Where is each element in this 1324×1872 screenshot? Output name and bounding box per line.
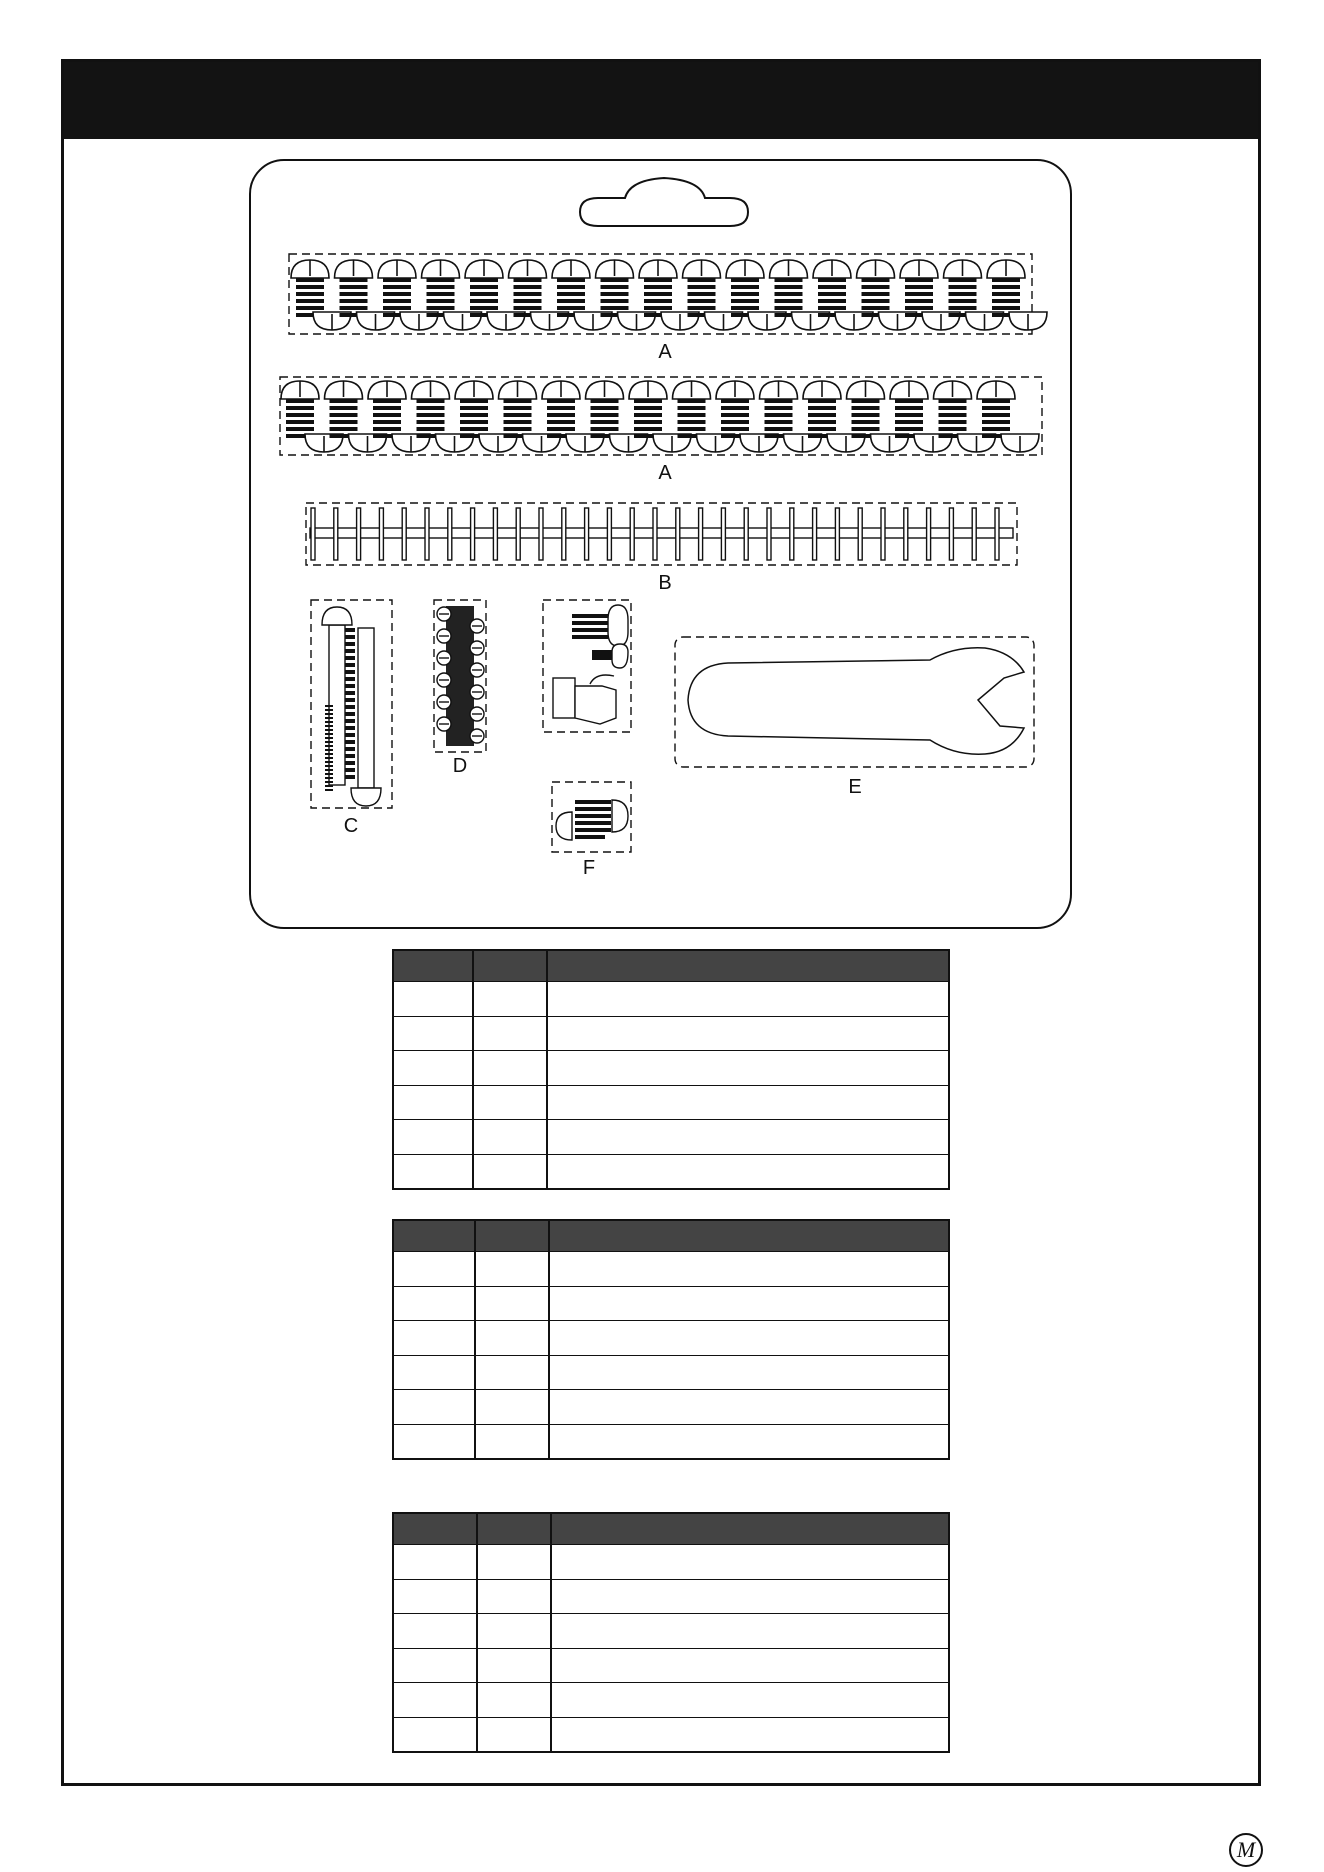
clip [630, 508, 634, 560]
clip [539, 508, 543, 560]
clip [767, 508, 771, 560]
table-cell [549, 1355, 949, 1390]
thread [345, 642, 355, 646]
thread [345, 705, 355, 709]
table-cell [393, 1051, 473, 1086]
clip [881, 508, 885, 560]
table-cell [393, 1016, 473, 1051]
table-row [393, 1683, 949, 1718]
monogram-logo-icon: M [1229, 1833, 1263, 1867]
part-f-label: F [582, 857, 596, 879]
table-cell [475, 1424, 549, 1459]
table-cell [549, 1424, 949, 1459]
table-cell [477, 1545, 551, 1580]
table-cell [393, 1085, 473, 1120]
part-a-label-2: A [658, 462, 672, 484]
screw-head [470, 707, 484, 721]
table-cell [477, 1717, 551, 1752]
part-b-label: B [658, 572, 672, 594]
thread [325, 729, 333, 731]
thread [325, 713, 333, 715]
thread [345, 740, 355, 744]
clip [813, 508, 817, 560]
clip [721, 508, 725, 560]
part-d-label: D [452, 755, 468, 777]
table-row [393, 1252, 949, 1287]
screw-head [437, 651, 451, 665]
table-row [393, 1286, 949, 1321]
screw-head [437, 607, 451, 621]
screw-top [281, 381, 319, 438]
screw-top [760, 381, 798, 438]
table-cell [473, 982, 547, 1017]
clip [562, 508, 566, 560]
table-row [393, 1321, 949, 1356]
table-cell [475, 1252, 549, 1287]
thread [345, 628, 355, 632]
table-row [393, 1614, 949, 1649]
table-cell [475, 1286, 549, 1321]
table-cell [393, 1154, 473, 1189]
parts-table-3 [392, 1512, 950, 1753]
screw-top [890, 381, 928, 438]
screw-head [470, 729, 484, 743]
clip [904, 508, 908, 560]
thread [325, 737, 333, 739]
table-cell [547, 1154, 949, 1189]
table-row [393, 1424, 949, 1459]
thread [325, 741, 333, 743]
thread [345, 691, 355, 695]
table-row [393, 1545, 949, 1580]
screw-top [770, 260, 808, 317]
table-cell [473, 1051, 547, 1086]
clip [699, 508, 703, 560]
thread [345, 754, 355, 758]
thread [325, 749, 333, 751]
table-cell [547, 1085, 949, 1120]
clip [334, 508, 338, 560]
table-cell [393, 1390, 475, 1425]
screw-top [378, 260, 416, 317]
table-row [393, 1579, 949, 1614]
screw-head [437, 695, 451, 709]
screw-top [412, 381, 450, 438]
table-cell [547, 1120, 949, 1155]
screw-top [900, 260, 938, 317]
table-cell [393, 1424, 475, 1459]
clip [927, 508, 931, 560]
screw-top [509, 260, 547, 317]
thread [325, 733, 333, 735]
clip [835, 508, 839, 560]
clip [949, 508, 953, 560]
screw-top [934, 381, 972, 438]
thread [345, 726, 355, 730]
thread [345, 663, 355, 667]
table-cell [393, 1252, 475, 1287]
table-row [393, 1355, 949, 1390]
clip [311, 508, 315, 560]
table-cell [473, 1154, 547, 1189]
clip [402, 508, 406, 560]
table-cell [475, 1390, 549, 1425]
clip [379, 508, 383, 560]
clip [585, 508, 589, 560]
table-cell [547, 982, 949, 1017]
table-row [393, 1717, 949, 1752]
table-cell [551, 1545, 949, 1580]
table-cell [549, 1321, 949, 1356]
screw-top [987, 260, 1025, 317]
thread [325, 717, 333, 719]
table-cell [393, 1648, 477, 1683]
table-cell [551, 1579, 949, 1614]
thread [345, 761, 355, 765]
table-cell [477, 1648, 551, 1683]
thread [325, 773, 333, 775]
parts-table-1 [392, 949, 950, 1190]
screw-top [813, 260, 851, 317]
screw-bottom [1001, 434, 1039, 452]
clip [516, 508, 520, 560]
clip [790, 508, 794, 560]
thread [325, 785, 333, 787]
thread [325, 769, 333, 771]
screw-top [683, 260, 721, 317]
thread [325, 777, 333, 779]
table-row [393, 1051, 949, 1086]
table-cell [549, 1390, 949, 1425]
clip [995, 508, 999, 560]
screw-top [499, 381, 537, 438]
thread [345, 747, 355, 751]
table-row [393, 1390, 949, 1425]
table-cell [477, 1683, 551, 1718]
clip [471, 508, 475, 560]
table-cell [475, 1321, 549, 1356]
clip [744, 508, 748, 560]
screw-head [470, 685, 484, 699]
screw-top [291, 260, 329, 317]
table-cell [393, 1614, 477, 1649]
thread [345, 775, 355, 779]
table-cell [473, 1085, 547, 1120]
thread [325, 765, 333, 767]
table-cell [393, 1286, 475, 1321]
screw-top [368, 381, 406, 438]
screw-bottom [1009, 312, 1047, 330]
part-a-label: A [658, 341, 672, 363]
thread [345, 656, 355, 660]
table-cell [547, 1016, 949, 1051]
screw-top [335, 260, 373, 317]
screw-top [465, 260, 503, 317]
table-cell [393, 982, 473, 1017]
table-cell [551, 1717, 949, 1752]
screw-head [470, 619, 484, 633]
table-row [393, 1016, 949, 1051]
table-row [393, 1648, 949, 1683]
screw-top [944, 260, 982, 317]
table-cell [393, 1545, 477, 1580]
table-cell [393, 1683, 477, 1718]
clip [357, 508, 361, 560]
thread [345, 733, 355, 737]
thread [345, 670, 355, 674]
table-cell [477, 1614, 551, 1649]
table-cell [473, 1016, 547, 1051]
screw-top [542, 381, 580, 438]
table-cell [393, 1355, 475, 1390]
thread [325, 709, 333, 711]
clip [493, 508, 497, 560]
thread [345, 768, 355, 772]
thread [325, 721, 333, 723]
table-cell [551, 1614, 949, 1649]
table-cell [393, 1579, 477, 1614]
screw-top [325, 381, 363, 438]
part-c-label: C [343, 815, 359, 837]
table-row [393, 1120, 949, 1155]
screw-top [726, 260, 764, 317]
screw-top [422, 260, 460, 317]
thread [345, 712, 355, 716]
table-cell [477, 1579, 551, 1614]
table-cell [549, 1252, 949, 1287]
table-cell [475, 1355, 549, 1390]
table-cell [393, 1120, 473, 1155]
part-e-label: E [848, 776, 862, 798]
thread [325, 789, 333, 791]
screw-head [437, 629, 451, 643]
clip [858, 508, 862, 560]
screw-top [629, 381, 667, 438]
screw-top [596, 260, 634, 317]
table-cell [549, 1286, 949, 1321]
clip [653, 508, 657, 560]
parts-table-2 [392, 1219, 950, 1460]
thread [345, 698, 355, 702]
screw-top [857, 260, 895, 317]
thread [325, 761, 333, 763]
thread [345, 649, 355, 653]
thread [325, 753, 333, 755]
table-row [393, 1085, 949, 1120]
clip [972, 508, 976, 560]
screw-head [437, 673, 451, 687]
table-cell [551, 1648, 949, 1683]
screw-top [847, 381, 885, 438]
clip [676, 508, 680, 560]
screw-head [470, 663, 484, 677]
table-cell [473, 1120, 547, 1155]
screw-top [673, 381, 711, 438]
thread [325, 725, 333, 727]
thread [345, 677, 355, 681]
thread [345, 684, 355, 688]
thread [325, 745, 333, 747]
screw-top [716, 381, 754, 438]
clip [425, 508, 429, 560]
table-cell [393, 1321, 475, 1356]
table-row [393, 1154, 949, 1189]
table-row [393, 982, 949, 1017]
thread [325, 757, 333, 759]
screw-top [639, 260, 677, 317]
thread [345, 635, 355, 639]
clip [607, 508, 611, 560]
screw-top [977, 381, 1015, 438]
table-cell [547, 1051, 949, 1086]
clip [448, 508, 452, 560]
screw-top [803, 381, 841, 438]
screw-head [437, 717, 451, 731]
table-cell [393, 1717, 477, 1752]
thread [345, 719, 355, 723]
screw-top [586, 381, 624, 438]
thread [325, 781, 333, 783]
table-cell [551, 1683, 949, 1718]
screw-head [470, 641, 484, 655]
thread [325, 705, 333, 707]
screw-top [455, 381, 493, 438]
screw-top [552, 260, 590, 317]
